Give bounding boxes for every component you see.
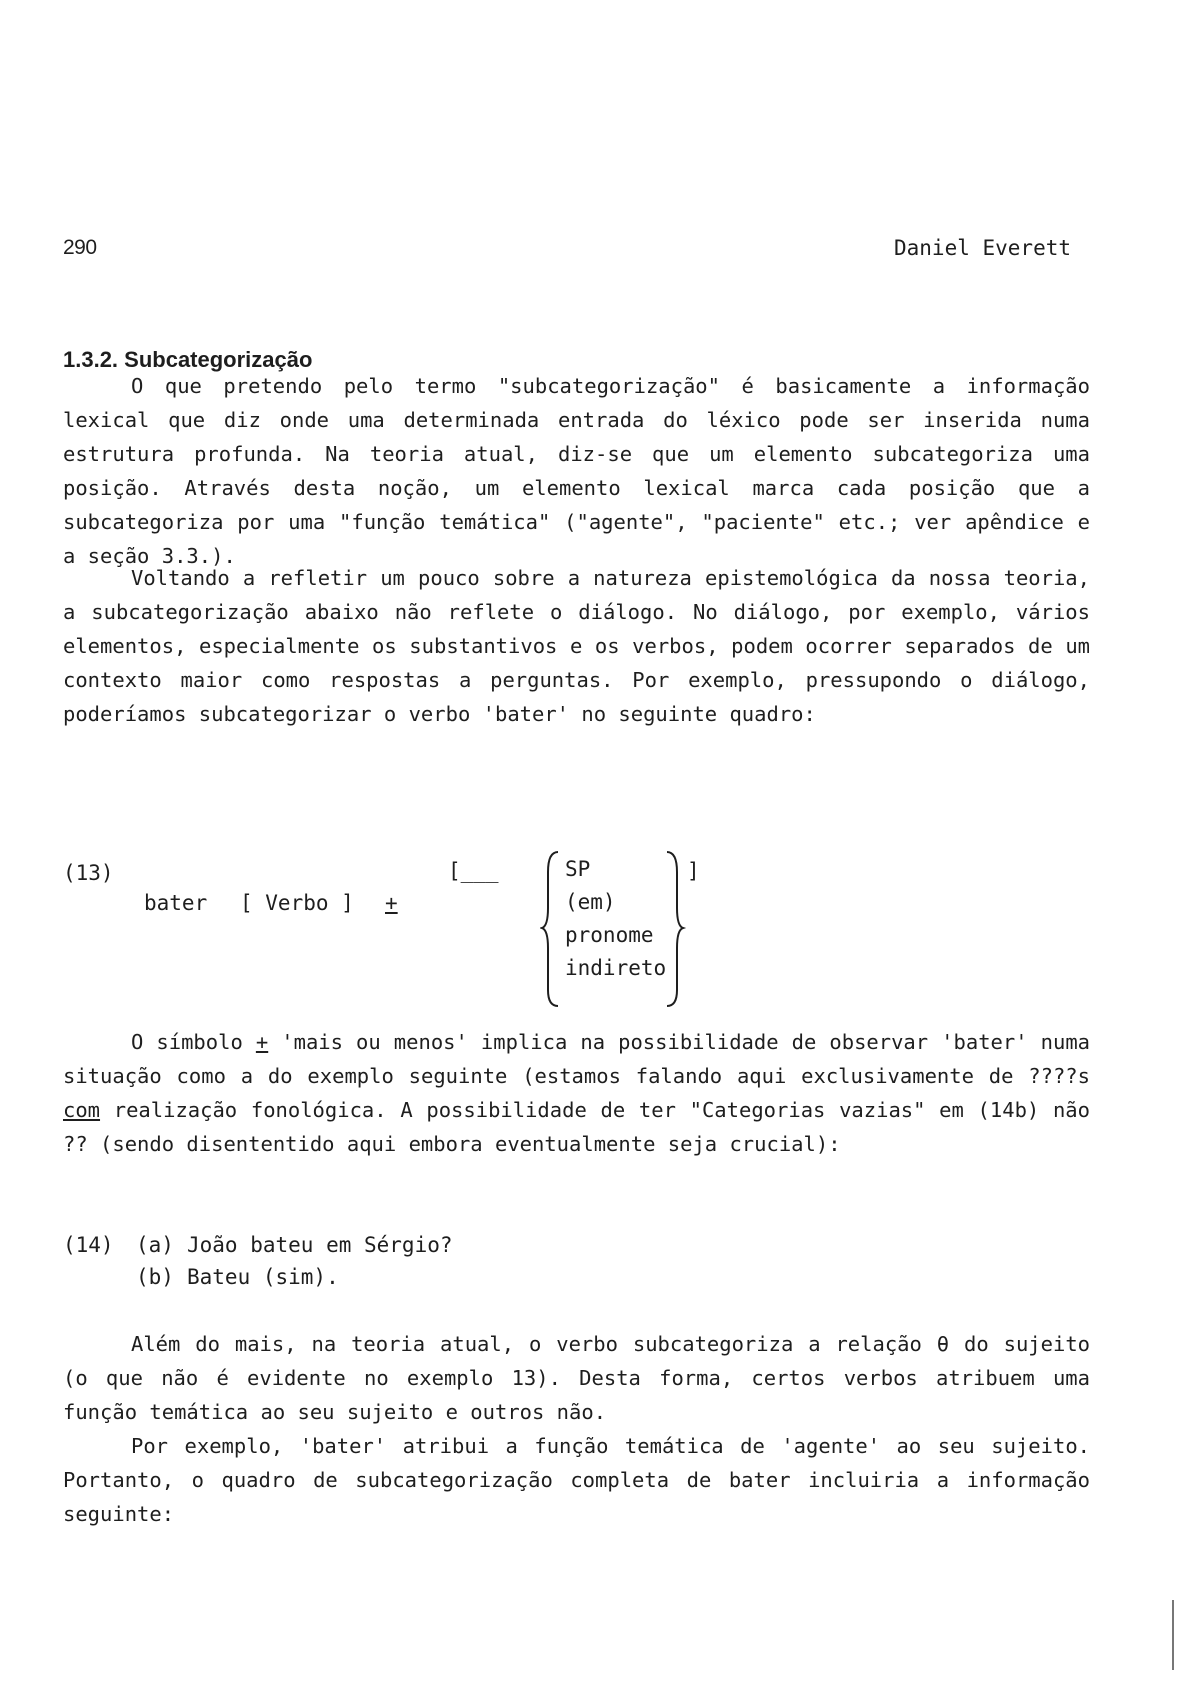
paragraph-3 <box>63 1025 1090 1161</box>
scan-edge-mark <box>1172 1600 1174 1670</box>
option-em: (em) <box>565 890 616 914</box>
frame-open-bracket: [___ <box>448 859 499 883</box>
paragraph-5: Por exemplo, 'bater' atribui a função temática de 'agente' ao seu sujeito. Portanto, o quadro de subcategorização completa de bater incluiria a informação seguinte: <box>63 1434 1090 1526</box>
example-number: (13) <box>63 861 114 885</box>
verb-category: [ Verbo ] <box>240 891 354 915</box>
right-brace <box>667 852 683 1006</box>
plus-minus-inline: + <box>255 1030 269 1054</box>
paragraph-2: Voltando a refletir um pouco sobre a natureza epistemológica da nossa teoria, a subcategorização abaixo não reflete o diálogo. No diálogo, por exemplo, vários elementos, especialmente os substantivos e os verbos, podem ocorrer separados de um contexto maior como respostas a perguntas. Por exemplo, pressupondo o diálogo, poderíamos subcategorizar o verbo 'bater' no seguinte quadro: <box>63 566 1090 726</box>
frame-close-bracket: ] <box>687 859 700 883</box>
paragraph-4: Além do mais, na teoria atual, o verbo subcategoriza a relação θ do sujeito (o que não é evidente no exemplo 13). Desta forma, certos verbos atribuem uma função temática ao seu sujeito e outros não. <box>63 1332 1090 1424</box>
option-sp: SP <box>565 857 591 881</box>
plus-minus-symbol: + <box>385 891 398 915</box>
example-a-label: (a) <box>136 1233 174 1257</box>
page-number: 290 <box>63 236 97 259</box>
p3-text-a: O símbolo <box>131 1030 256 1054</box>
example-verb: bater <box>144 891 208 915</box>
paragraph-1: O que pretendo pelo termo "subcategorização" é basicamente a informação lexical que diz onde uma determinada entrada do léxico pode ser inserida numa estrutura profunda. Na teoria atual, diz-se que um elemento subcategoriza uma posição. Através desta noção, um elemento lexical marca cada posição que a subcategoriza por uma "função temática" ("agente", "paciente" etc.; ver apêndice e a seção 3.3.). <box>63 374 1090 568</box>
example-b-text: Bateu (sim). <box>187 1265 339 1289</box>
running-header-author: Daniel Everett <box>894 236 1072 260</box>
section-heading: 1.3.2. Subcategorização <box>63 347 313 372</box>
example-number: (14) <box>63 1233 114 1257</box>
example-a-text: João bateu em Sérgio? <box>187 1233 453 1257</box>
p3-text-c: realização fonológica. A possibilidade de ter "Categorias vazias" em (14b) não ?? (sendo disententido aqui embora eventualmente seja crucial): <box>63 1098 1090 1156</box>
p3-text-b: 'mais ou menos' implica na possibilidade de observar 'bater' numa situação como a do exemplo seguinte (estamos falando aqui exclusivamente de ????s <box>63 1030 1091 1088</box>
option-indireto: indireto <box>565 956 667 980</box>
example-b-label: (b) <box>136 1265 174 1289</box>
left-brace <box>542 852 558 1006</box>
option-pronome: pronome <box>565 923 654 947</box>
underlined-word-com: com <box>63 1098 101 1122</box>
